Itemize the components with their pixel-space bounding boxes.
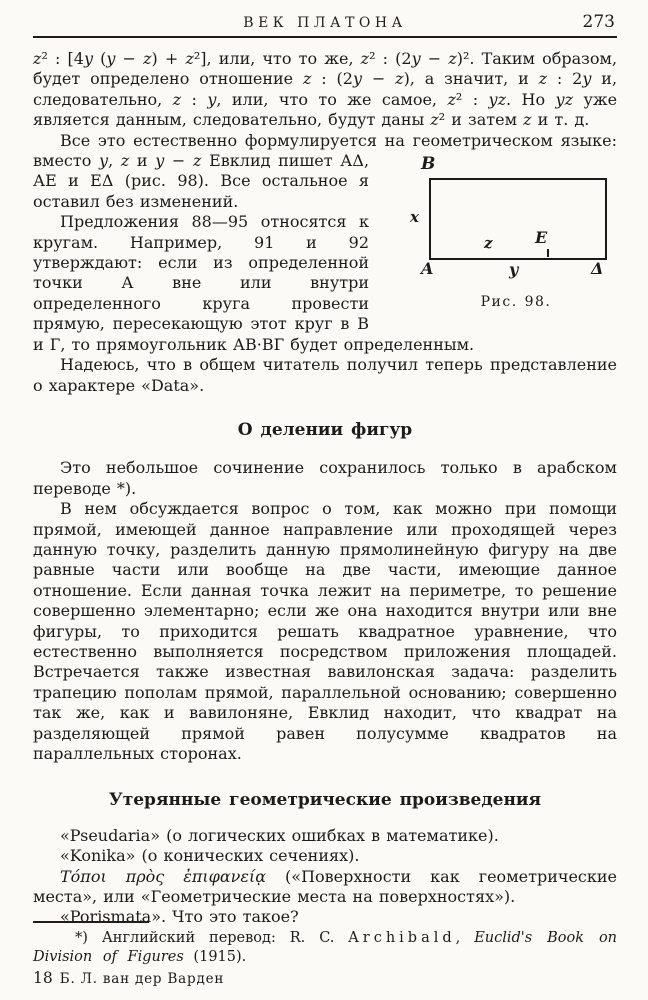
figure-label-z: z [484, 234, 493, 253]
figure-label-delta: Δ [591, 259, 604, 279]
page-title: ВЕК ПЛАТОНА [243, 15, 407, 31]
lost-works-list [33, 826, 617, 928]
figure-tick-e [547, 249, 549, 257]
figure-label-y: y [509, 260, 519, 280]
running-head [33, 8, 617, 34]
figure-caption: Рис. 98. [480, 294, 552, 311]
signature-author: Б. Л. ван дер Варден [59, 971, 225, 987]
signature-sheet-number: 18 [33, 969, 53, 987]
list-item-konika: «Konika» (о конических сечениях). [60, 846, 360, 866]
paragraph-data-ratios: z² : [4y (y − z) + z²], или, что то же, z² : (2y − z)². Таким образом, будет определено отношение z : (2y − z), а значит, и z : 2y и, следовательно, z : y, или, что то же самое, z² : yz. Но yz уже является данным, следовательно, будут даны z² и затем z и т. д. [33, 49, 618, 130]
paragraph-division-content: В нем обсуждается вопрос о том, как можно при помощи прямой, имеющей данное направление или проходящей через данную точку, разделить данную прямолинейную фигуру на две равные части или вообще на две части, имеющие данное отношение. Если данная точка лежит на периметре, то решение совершенно элементарно; если же она находится внутри или вне фигуры, то приходится решать квадратное уравнение, что естественно выполняется посредством приложения площадей. Встречается также известная вавилонская задача: разделить трапецию пополам прямой, параллельной основанию; совершенно так же, как и вавилоняне, Евклид находит, что квадрат на разделяющей прямой равен полусумме квадратов на параллельных сторонах. [33, 499, 617, 763]
figure-label-e: E [535, 228, 548, 248]
signature-line [33, 969, 224, 987]
main-text [33, 49, 617, 928]
paragraph-arabic-translation: Это небольшое сочинение сохранилось только в арабском переводе *). [33, 458, 617, 498]
footnote-rule [33, 921, 149, 923]
figure-label-x: x [410, 208, 419, 227]
section-heading-division: О делении фигур [237, 419, 413, 440]
page-number: 273 [582, 12, 615, 32]
paragraph-hope: Надеюсь, что в общем читатель получил теперь представление о характере «Data». [33, 355, 617, 395]
figure-label-b: B [421, 154, 436, 175]
paragraph-rest: вместо y, z и y − z Евклид пишет АΔ, АЕ и ЕΔ (рис. 98). Все остальное я оставил без изменений. [33, 151, 370, 211]
list-item-topoi: Τόποι πρὸς ἐπιφανείᾳ («Поверхности как геометрические места», или «Геометрические места на поверхностях»). [33, 866, 618, 907]
section-heading-lost-works: Утерянные геометрические произведения [108, 790, 542, 811]
figure-rectangle [429, 178, 607, 260]
paragraph-lead: Все это естественно формулируется на геометрическом языке: [60, 130, 617, 150]
list-item-porismata: «Porismata». Что это такое? [60, 907, 299, 927]
list-item-pseudaria: «Pseudaria» (о логических ошибках в математике). [60, 825, 499, 845]
footnote [33, 921, 617, 967]
figure-98 [377, 154, 617, 318]
header-rule [33, 36, 617, 38]
paragraph-propositions: Предложения 88—95 относятся к кругам. Например, 91 и 92 утверждают: если из определенной точки А вне или внутри определенного круга провести прямую, пересекающую этот круг в В и Г, то прямоугольник АВ·ВГ будет определенным. [33, 212, 475, 354]
figure-label-a: A [421, 259, 434, 279]
footnote-text: *) Английский перевод: R. C. Archibald, Euclid's Book on Division of Figures (1915). [33, 930, 618, 965]
